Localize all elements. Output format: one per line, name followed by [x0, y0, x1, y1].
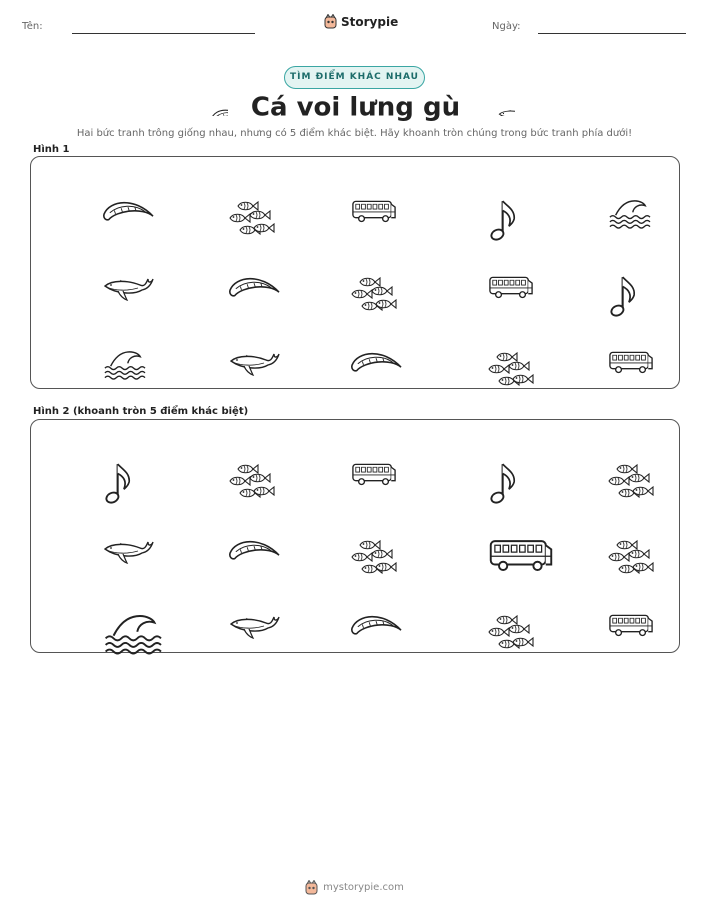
wave-icon [63, 319, 143, 379]
krill-icon[interactable] [311, 582, 391, 642]
whale-icon[interactable] [63, 507, 143, 567]
name-label: Tên: [22, 21, 43, 32]
picture-2-panel[interactable] [30, 419, 680, 653]
krill-icon [311, 319, 391, 379]
activity-badge: TÌM ĐIỂM KHÁC NHAU [284, 66, 425, 89]
page-title [0, 92, 709, 123]
footer-url[interactable]: mystorypie.com [323, 882, 404, 893]
fish-school-icon[interactable] [189, 431, 269, 491]
picture-1-panel [30, 156, 680, 389]
title-whale-icon [481, 93, 515, 123]
instructions: Hai bức tranh trông giống nhau, nhưng có 5 điểm khác biệt. Hãy khoanh tròn chúng trong bức tranh phía dưới! [76, 128, 633, 139]
bus-icon [568, 319, 648, 379]
whale-icon [63, 244, 143, 304]
wave-large-icon[interactable] [63, 582, 143, 642]
music-note-icon [568, 244, 648, 304]
bus-large-icon[interactable] [448, 507, 528, 567]
fish-school-icon[interactable] [448, 582, 528, 642]
fish-school-icon [448, 319, 528, 379]
storypie-mascot-icon [324, 14, 337, 29]
music-note-icon [448, 168, 528, 228]
music-note-icon[interactable] [448, 431, 528, 491]
fish-school-icon [189, 168, 269, 228]
fish-school-icon [311, 244, 391, 304]
name-line [72, 33, 255, 34]
storypie-mascot-icon [305, 880, 318, 895]
krill-icon [63, 168, 143, 228]
footer [0, 880, 709, 895]
picture-2-label: Hình 2 (khoanh tròn 5 điểm khác biệt) [33, 406, 249, 417]
bus-icon[interactable] [311, 431, 391, 491]
krill-icon[interactable] [189, 507, 269, 567]
whale-icon [189, 319, 269, 379]
music-note-icon[interactable] [63, 431, 143, 491]
fish-school-icon[interactable] [311, 507, 391, 567]
wave-icon [568, 168, 648, 228]
brand-logo [324, 14, 398, 29]
bus-icon [311, 168, 391, 228]
bus-icon [448, 244, 528, 304]
date-line [538, 33, 686, 34]
krill-icon [189, 244, 269, 304]
fish-school-icon[interactable] [568, 431, 648, 491]
date-label: Ngày: [492, 21, 521, 32]
bus-icon[interactable] [568, 582, 648, 642]
fish-school-icon[interactable] [568, 507, 648, 567]
brand-name: Storypie [341, 14, 399, 29]
picture-1-label: Hình 1 [33, 144, 70, 155]
whale-icon[interactable] [189, 582, 269, 642]
title-krill-icon [194, 93, 228, 123]
title-text: Cá voi lưng gù [250, 92, 461, 123]
